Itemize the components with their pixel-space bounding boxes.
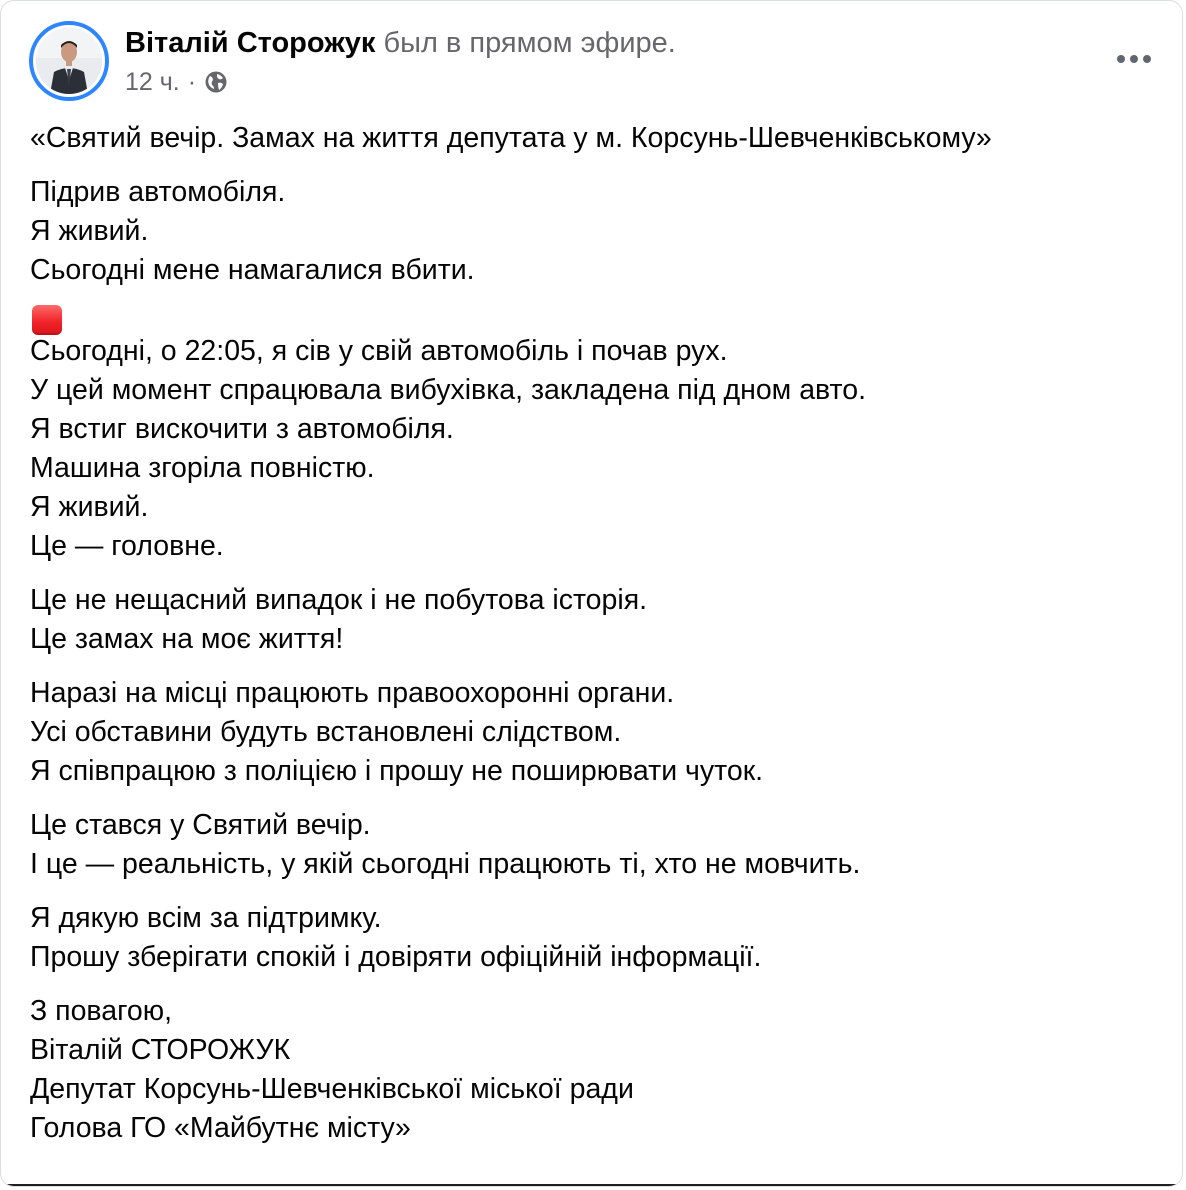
text-line: Це стався у Святий вечір. [30, 809, 371, 841]
text-line: Я живий. [30, 491, 149, 523]
signature-line: З повагою, [30, 995, 172, 1027]
post-header [29, 21, 1162, 105]
author-name-link[interactable]: Віталій Сторожук [125, 27, 376, 59]
timestamp-link[interactable]: 12 ч. [125, 67, 180, 96]
post-meta [125, 67, 228, 97]
text-line: Це замах на моє життя! [30, 623, 344, 655]
text-line: Наразі на місці працюють правоохоронні органи. [30, 677, 675, 709]
more-dots-icon [1117, 55, 1151, 63]
author-action-text: был в прямом эфире. [383, 27, 676, 59]
paragraph-6 [30, 899, 1162, 977]
text-line: Це не нещасний випадок і не побутова історія. [30, 584, 648, 616]
text-line: Це — головне. [30, 530, 224, 562]
text-line: Усі обставини будуть встановлені слідством. [30, 716, 622, 748]
text-line: Сьогодні, о 22:05, я сів у свій автомобіль і почав рух. [30, 335, 728, 367]
text-line: Я встиг вискочити з автомобіля. [30, 413, 454, 445]
post-title-paragraph [30, 119, 1162, 158]
text-line: Я живий. [30, 215, 149, 247]
text-line: Я співпрацюю з поліцією і прошу не поширювати чуток. [30, 755, 764, 787]
signature-line: Депутат Корсунь-Шевченківської міської ради [30, 1073, 634, 1105]
paragraph-4 [30, 674, 1162, 791]
signature-line: Голова ГО «Майбутнє місту» [30, 1112, 411, 1144]
paragraph-3 [30, 581, 1162, 659]
more-options-button[interactable] [1110, 39, 1158, 79]
avatar-photo [36, 28, 102, 94]
text-line: Я дякую всім за підтримку. [30, 902, 382, 934]
paragraph-1 [30, 173, 1162, 290]
post-title: «Святий вечір. Замах на життя депутата у м. Корсунь-Шевченківському» [30, 122, 992, 154]
text-line: У цей момент спрацювала вибухівка, закладена під дном авто. [30, 374, 867, 406]
text-line: Прошу зберігати спокій і довіряти офіційній інформації. [30, 941, 762, 973]
text-line: Машина згоріла повністю. [30, 452, 375, 484]
signature-paragraph [30, 992, 1162, 1148]
signature-line: Віталій СТОРОЖУК [30, 1034, 291, 1066]
text-line: Підрив автомобіля. [30, 176, 286, 208]
text-line: Сьогодні мене намагалися вбити. [30, 254, 475, 286]
text-line: І це — реальність, у якій сьогодні працюють ті, хто не мовчить. [30, 848, 861, 880]
post-text [30, 119, 1162, 1163]
author-line [125, 25, 676, 61]
avatar[interactable] [29, 21, 109, 101]
card-divider [1, 1184, 1182, 1186]
meta-separator: · [187, 67, 197, 96]
red-square-emoji [32, 305, 62, 335]
paragraph-5 [30, 806, 1162, 884]
globe-icon[interactable] [204, 70, 228, 94]
paragraph-2 [30, 305, 1162, 566]
